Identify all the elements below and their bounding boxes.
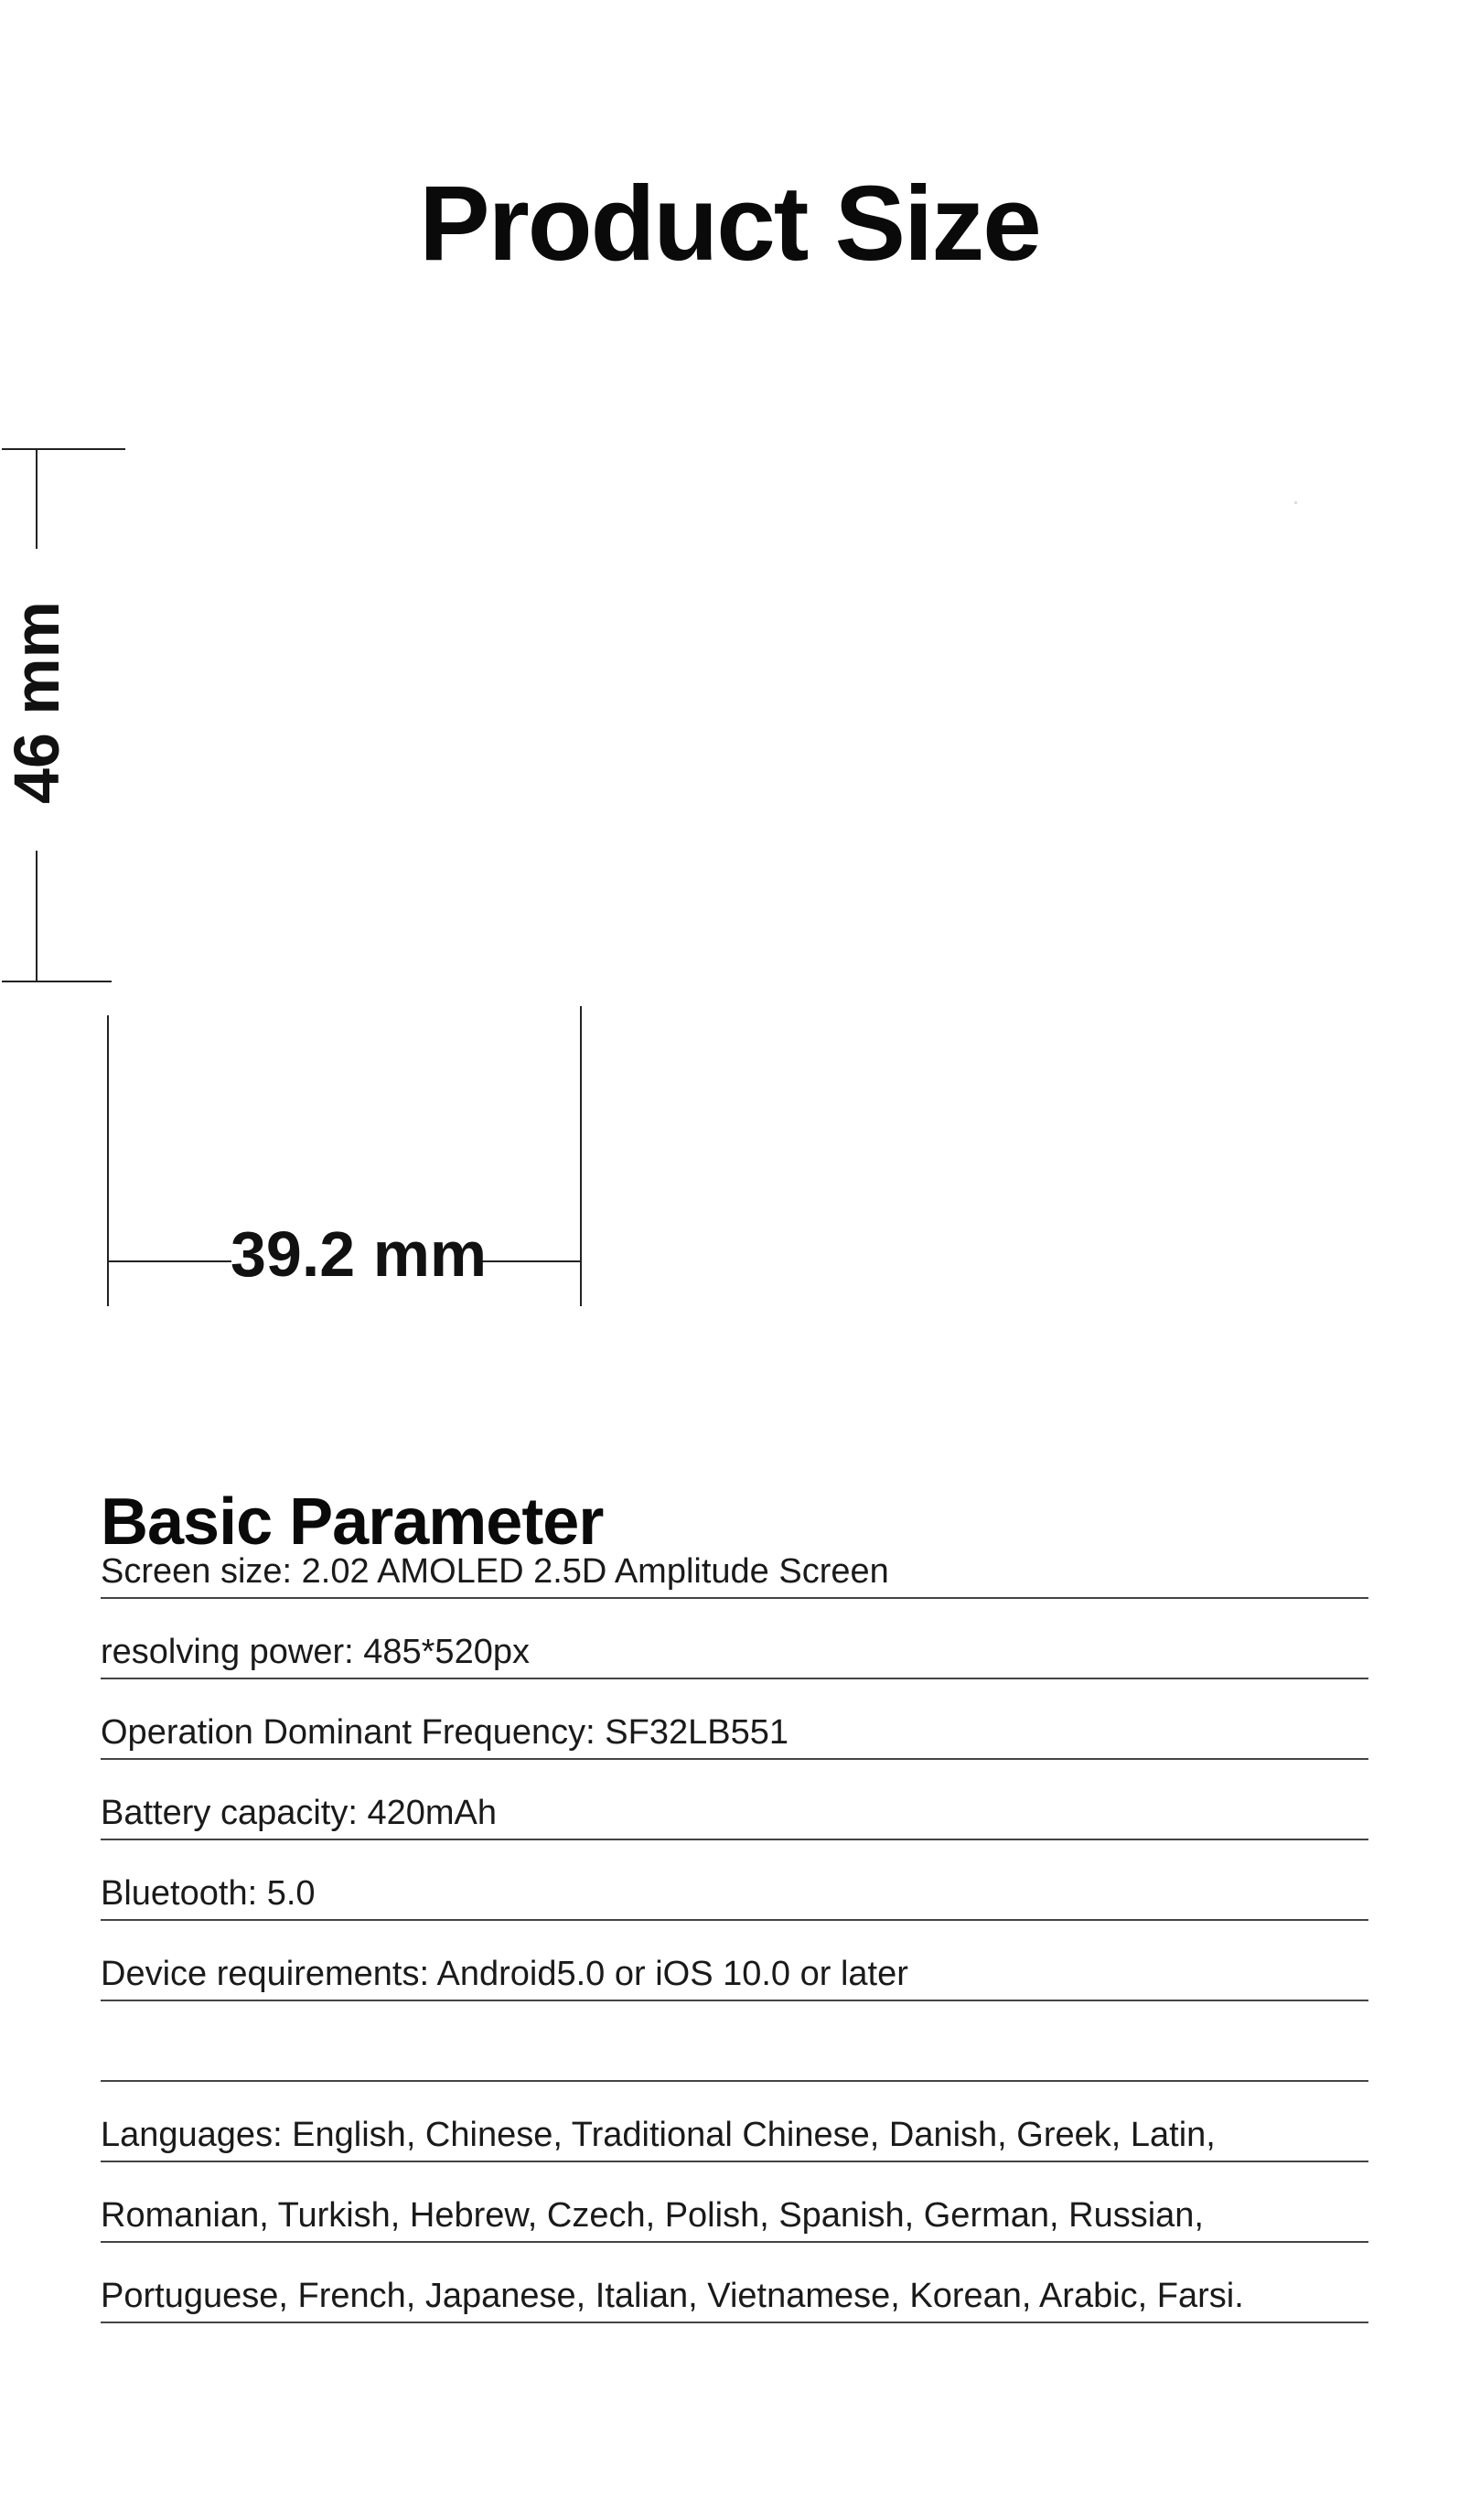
languages-list [101, 2082, 1368, 2323]
parameter-text: Battery capacity: 420mAh [101, 1794, 497, 1833]
height-dimension-label: 46 mm [1, 601, 72, 804]
height-dimension-upper-line [36, 448, 38, 549]
parameter-row-device-requirements [101, 1921, 1368, 2001]
parameter-row-bluetooth [101, 1840, 1368, 1921]
parameter-row-screen-size [101, 1518, 1368, 1599]
parameter-row-frequency [101, 1679, 1368, 1760]
width-dimension-left-line [107, 1015, 109, 1306]
languages-row [101, 2082, 1368, 2162]
languages-text: Languages: English, Chinese, Traditional Chinese, Danish, Greek, Latin, [101, 2116, 1216, 2155]
languages-row [101, 2243, 1368, 2323]
width-dimension-line-left [107, 1260, 231, 1262]
languages-text: Romanian, Turkish, Hebrew, Czech, Polish, Spanish, German, Russian, [101, 2196, 1204, 2236]
parameter-text: Device requirements: Android5.0 or iOS 10.0 or later [101, 1955, 908, 1994]
parameter-text: Screen size: 2.02 AMOLED 2.5D Amplitude Screen [101, 1552, 889, 1592]
parameter-row-resolution [101, 1599, 1368, 1679]
parameter-list [101, 1518, 1368, 2082]
languages-text: Portuguese, French, Japanese, Italian, Vietnamese, Korean, Arabic, Farsi. [101, 2277, 1244, 2316]
parameter-text: resolving power: 485*520px [101, 1633, 530, 1672]
parameter-text: Operation Dominant Frequency: SF32LB551 [101, 1713, 789, 1753]
faint-mark [1294, 501, 1297, 504]
width-dimension-line-right [479, 1260, 582, 1262]
parameter-row-battery [101, 1760, 1368, 1840]
section-title-basic-parameter: Basic Parameter [101, 1485, 604, 1559]
width-dimension-label: 39.2 mm [231, 1218, 488, 1290]
height-dimension-top-line [2, 448, 125, 450]
languages-row [101, 2162, 1368, 2243]
height-dimension-lower-line [36, 851, 38, 982]
height-dimension-bottom-line [2, 981, 112, 982]
parameter-text: Bluetooth: 5.0 [101, 1874, 316, 1914]
page-title: Product Size [419, 163, 1040, 283]
parameter-row-empty [101, 2001, 1368, 2082]
